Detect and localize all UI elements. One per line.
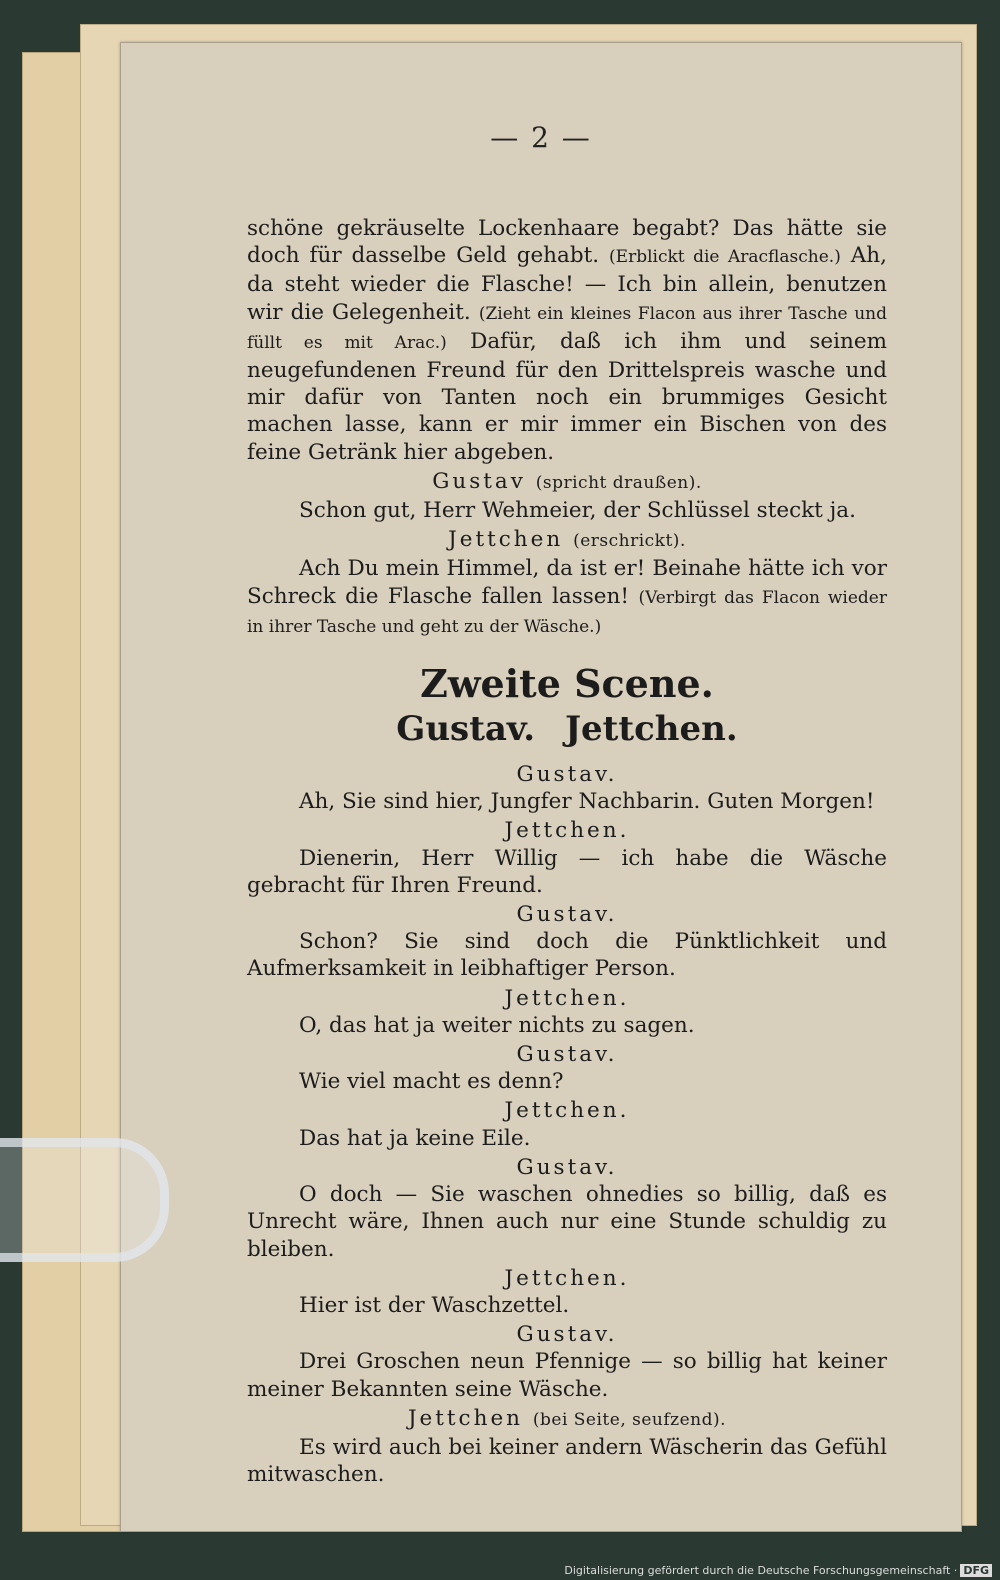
book-page (120, 42, 962, 1532)
speaker-heading (247, 468, 887, 497)
speaker-heading: Gustav. (516, 1154, 618, 1180)
speaker-heading: Jettchen. (504, 818, 630, 844)
speaker-name: Gustav (432, 468, 526, 494)
speech (247, 555, 887, 641)
speaker-heading (247, 1405, 887, 1434)
stage-direction: (Verbirgt das Flacon wieder in ihrer Tasche und geht zu der Wäsche.) (247, 587, 887, 637)
speech: Das hat ja keine Eile. (299, 1125, 531, 1151)
speech: Dienerin, Herr Willig — ich habe die Wäsche gebracht für Ihren Freund. (247, 845, 887, 898)
page-text (247, 215, 887, 1488)
speech: O, das hat ja weiter nichts zu sagen. (299, 1012, 695, 1038)
stage-direction: (bei Seite, seufzend). (532, 1409, 727, 1430)
monologue-text-1: schöne gekräuselte Lockenhaare begabt? Das hätte sie doch für dasselbe Geld gehabt. (247, 216, 887, 269)
speaker-heading: Jettchen. (504, 985, 630, 1011)
speech: Drei Groschen neun Pfennige — so billig hat keiner meiner Bekannten seine Wäsche. (247, 1349, 887, 1402)
speaker-heading: Gustav. (516, 902, 618, 928)
speech: Es wird auch bei keiner andern Wäscherin das Gefühl mitwaschen. (247, 1434, 887, 1488)
paragraph-monologue (247, 215, 887, 466)
speaker-heading: Jettchen. (504, 1098, 630, 1124)
speech: Ah, Sie sind hier, Jungfer Nachbarin. Guten Morgen! (299, 789, 875, 815)
speech: Schon gut, Herr Wehmeier, der Schlüssel steckt ja. (299, 498, 856, 524)
stage-direction: (spricht draußen). (535, 472, 702, 493)
page-number: — 2 — (490, 121, 592, 154)
stage-direction: (Erblickt die Aracflasche.) (609, 247, 841, 268)
stage-direction: (Zieht ein kleines Flacon aus ihrer Tasche und füllt es mit Arac.) (247, 303, 887, 353)
speaker-name: Jettchen (448, 527, 564, 553)
speech: Wie viel macht es denn? (299, 1069, 564, 1095)
page-clip (0, 1138, 169, 1262)
digitization-credit (564, 1564, 992, 1577)
speech: Schon? Sie sind doch die Pünktlichkeit und Aufmerksamkeit in leibhaftiger Person. (247, 929, 887, 982)
speaker-heading: Gustav. (516, 1042, 618, 1068)
speaker-name: Jettchen (407, 1405, 524, 1431)
dfg-logo: DFG (960, 1564, 992, 1577)
monologue-text-2: Ah, da steht wieder die Flasche! — Ich bin allein, benutzen wir die Gelegenheit. (247, 243, 887, 325)
speech: O doch — Sie waschen ohnedies so billig, daß es Unrecht wäre, Ihnen auch nur eine Stunde schuldig zu bleiben. (247, 1182, 887, 1262)
scene-cast: Gustav. Jettchen. (396, 709, 738, 750)
scene-title: Zweite Scene. (420, 661, 714, 707)
speaker-heading: Gustav. (516, 762, 618, 788)
speech: Hier ist der Waschzettel. (299, 1292, 570, 1318)
credit-text: Digitalisierung gefördert durch die Deutsche Forschungsgemeinschaft · (564, 1564, 958, 1577)
speech-text: Ach Du mein Himmel, da ist er! Beinahe hätte ich vor Schreck die Flasche fallen lassen! (247, 556, 887, 609)
speaker-heading (247, 526, 887, 555)
speaker-heading: Gustav. (516, 1322, 618, 1348)
stage-direction: (erschrickt). (573, 531, 686, 552)
monologue-text-3: Dafür, daß ich ihm und seinem neugefundenen Freund für den Drittelspreis wasche und mir dafür von Tanten noch ein brummiges Gesicht machen lasse, kann er mir immer ein Bischen von des feine Getränk hier abgeben. (247, 328, 887, 465)
speaker-heading: Jettchen. (504, 1265, 630, 1291)
